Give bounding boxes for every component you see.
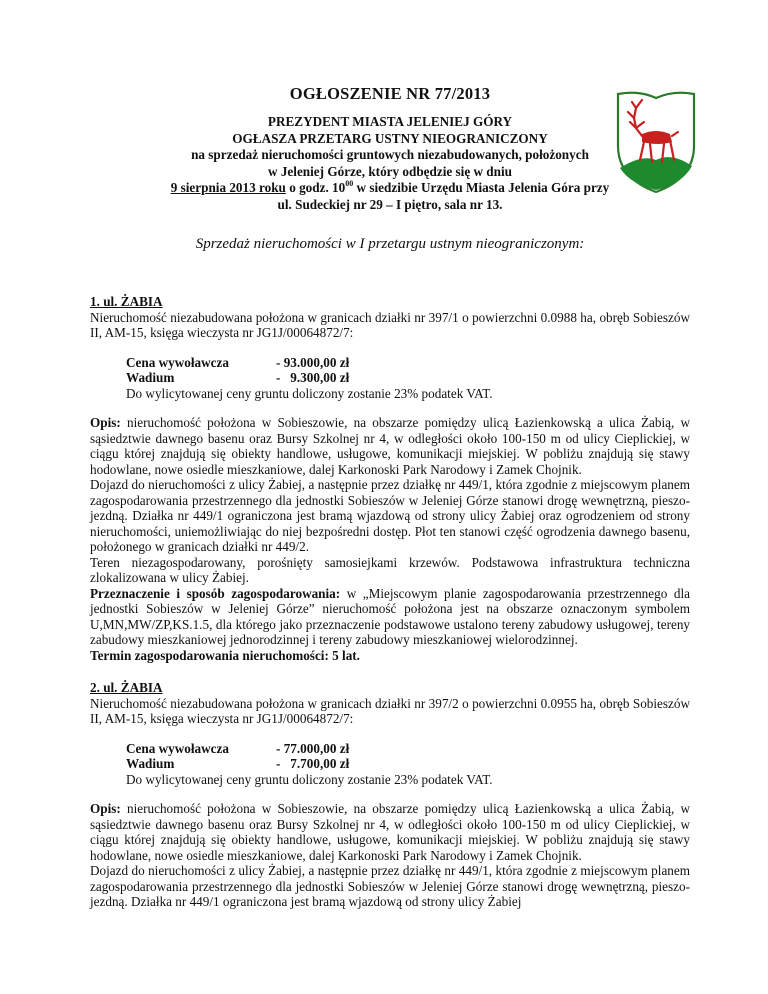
property-section-1 (90, 294, 690, 663)
opis-label: Opis: (90, 415, 121, 430)
zoning-paragraph (90, 586, 690, 648)
starting-price-row (126, 355, 690, 371)
auction-date: 9 sierpnia 2013 roku (170, 180, 286, 195)
access-paragraph: Dojazd do nieruchomości z ulicy Żabiej, a następnie przez działkę nr 449/1, która zgodnie z miejscowym planem zagospodarowania przestrzennego dla jednostki Sobieszów w Jeleniej Górze stanowi drogę wewnętrzną, pieszo-jezdną. Działka nr 449/1 ograniczona jest bramą wjazdową od strony ulicy Żabiej (90, 863, 690, 909)
deposit-row (126, 756, 690, 772)
zoning-label: Przeznaczenie i sposób zagospodarowania: (90, 585, 341, 601)
coat-of-arms-icon (612, 88, 700, 196)
header-line-4: w Jeleniej Górze, który odbędzie się w dniu (268, 163, 512, 179)
opis-label: Opis: (90, 801, 121, 816)
opis-text: nieruchomość położona w Sobieszowie, na obszarze pomiędzy ulicą Łazienkowską a ulica Żabią, w sąsiedztwie dawnego basenu oraz Bursy Szkolnej nr 4, w odległości około 100-150 m od ulicy Cieplickiej, w ciągu której znajdują się obiekty handlowe, usługowe, komunikacji miejskiej. W pobliżu znajdują się stawy hodowlane, nowe osiedle mieszkaniowe, dalej Karkonoski Park Narodowy i Zamek Chojnik. (90, 415, 690, 477)
description-paragraph (90, 801, 690, 863)
starting-price-row (126, 741, 690, 757)
terrain-paragraph: Teren niezagospodarowany, porośnięty samosiejkami krzewów. Podstawowa infrastruktura techniczna zlokalizowana w ulicy Żabiej. (90, 554, 690, 585)
price-block (126, 741, 690, 788)
deposit-value: - 7.700,00 zł (276, 756, 350, 771)
starting-price-label: Cena wywoławcza (126, 354, 229, 370)
header-line-2: OGŁASZA PRZETARG USTNY NIEOGRANICZONY (232, 130, 548, 146)
auction-location-prefix: w siedzibie Urzędu Miasta Jelenia Góra przy (353, 180, 610, 195)
property-section-2 (90, 680, 690, 910)
price-block (126, 355, 690, 402)
zoning-text: w „Miejscowym planie zagospodarowania przestrzennego dla jednostki Sobieszów w Jeleniej Górze” nieruchomość położona jest na obszarze oznaczonym symbolem U,MN,MW/ZP,KS.1.5, dla którego jako przeznaczenie podstawowe ustalono tereny zabudowy usługowej, tereny zabudowy mieszkaniowej jednorodzinnej i tereny zabudowy mieszkaniowej wielorodzinnej. (90, 585, 690, 647)
opis-text: nieruchomość położona w Sobieszowie, na obszarze pomiędzy ulicą Łazienkowską a ulica Żabią, w sąsiedztwie dawnego basenu oraz Bursy Szkolnej nr 4, w odległości około 100-150 m od ulicy Cieplickiej, w ciągu której znajdują się obiekty handlowe, usługowe, komunikacji miejskiej. W pobliżu znajdują się stawy hodowlane, nowe osiedle mieszkaniowe, dalej Karkonoski Park Narodowy i Zamek Chojnik. (90, 801, 690, 863)
access-paragraph: Dojazd do nieruchomości z ulicy Żabiej, a następnie przez działkę nr 449/1, która zgodnie z miejscowym planem zagospodarowania przestrzennego dla jednostki Sobieszów w Jeleniej Górze stanowi drogę wewnętrzną, pieszo-jezdną. Działka nr 449/1 ograniczona jest bramą wjazdową od strony ulicy Żabiej oraz ogrodzeniem od strony nieruchomości, uniemożliwiając do niej bezpośredni dostęp. Płot ten stanowi część ogrodzenia dawnego basenu, położonego w granicach działki nr 449/2. (90, 477, 690, 554)
deposit-label: Wadium (126, 370, 175, 385)
development-deadline: Termin zagospodarowania nieruchomości: 5 lat. (90, 647, 360, 663)
announcement-header (90, 84, 690, 213)
starting-price-value: - 77.000,00 zł (276, 740, 350, 756)
property-description: Nieruchomość niezabudowana położona w granicach działki nr 397/2 o powierzchni 0.0955 ha, obręb Sobieszów II, AM-15, księga wieczysta nr JG1J/00064872/7: (90, 695, 690, 726)
deposit-value: - 9.300,00 zł (276, 370, 350, 385)
starting-price-label: Cena wywoławcza (126, 740, 229, 756)
starting-price-value: - 93.000,00 zł (276, 354, 350, 370)
announcement-title: OGŁOSZENIE NR 77/2013 (289, 84, 491, 103)
property-description: Nieruchomość niezabudowana położona w granicach działki nr 397/1 o powierzchni 0.0988 ha, obręb Sobieszów II, AM-15, księga wieczysta nr JG1J/00064872/7: (90, 309, 690, 340)
vat-note: Do wylicytowanej ceny gruntu doliczony zostanie 23% podatek VAT. (126, 385, 493, 401)
description-paragraph (90, 415, 690, 477)
auction-time-minutes: 00 (345, 179, 354, 188)
auction-time-prefix: o godz. 10 (285, 180, 346, 195)
vat-note: Do wylicytowanej ceny gruntu doliczony zostanie 23% podatek VAT. (126, 771, 493, 787)
header-line-5 (90, 180, 690, 197)
section-heading: 1. ul. ŻABIA (90, 294, 163, 309)
header-line-1: PREZYDENT MIASTA JELENIEJ GÓRY (267, 114, 513, 129)
announcement-subheading (90, 114, 690, 213)
header-line-3: na sprzedaż nieruchomości gruntowych niezabudowanych, położonych (191, 147, 589, 162)
deposit-row (126, 370, 690, 386)
deposit-label: Wadium (126, 756, 175, 771)
section-heading: 2. ul. ŻABIA (90, 680, 163, 695)
header-line-6: ul. Sudeckiej nr 29 – I piętro, sala nr 13. (277, 196, 503, 212)
intro-line: Sprzedaż nieruchomości w I przetargu ustnym nieograniczonym: (195, 236, 585, 252)
